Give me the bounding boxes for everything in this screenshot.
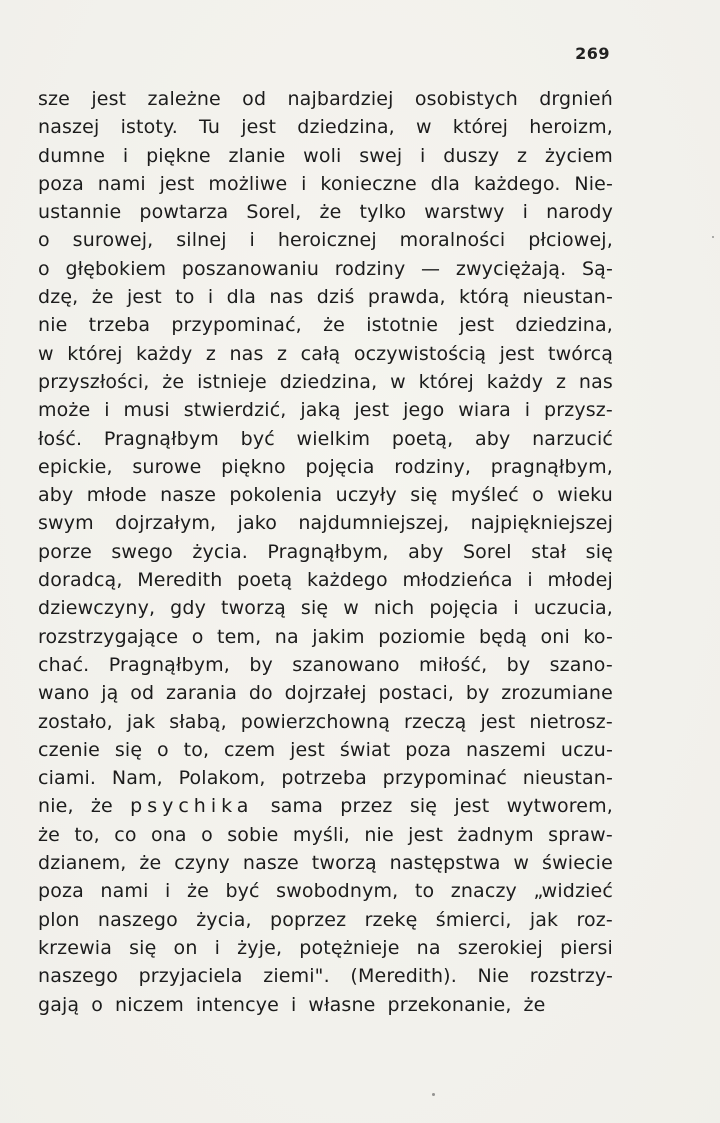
text-line: ciami. Nam, Polakom, potrzeba przypominać nieustan-	[38, 767, 613, 790]
text-line: porze swego życia. Pragnąłbym, aby Sorel stał się	[38, 540, 613, 563]
print-speck	[432, 1093, 435, 1096]
text-line: rozstrzygające o tem, na jakim poziomie będą oni ko-	[38, 625, 613, 648]
text-line: dumne i piękne zlanie woli swej i duszy z życiem	[38, 144, 613, 167]
body-text	[38, 85, 613, 1019]
text-line: dziewczyny, gdy tworzą się w nich pojęcia i uczucia,	[38, 597, 613, 620]
text-line: aby młode nasze pokolenia uczyły się myśleć o wieku	[38, 484, 613, 507]
text-line: o głębokiem poszanowaniu rodziny — zwyciężają. Są-	[38, 257, 613, 280]
text-line: nie trzeba przypominać, że istotnie jest dziedzina,	[38, 314, 613, 337]
text-line: chać. Pragnąłbym, by szanowano miłość, by szano-	[38, 653, 613, 676]
text-line: plon naszego życia, poprzez rzekę śmierci, jak roz-	[38, 908, 613, 931]
text-line: czenie się o to, czem jest świat poza naszemi uczu-	[38, 738, 613, 761]
text-line: ustannie powtarza Sorel, że tylko warstwy i narody	[38, 201, 613, 224]
text-line: poza nami i że być swobodnym, to znaczy „widzieć	[38, 880, 613, 903]
text-line: doradcą, Meredith poetą każdego młodzieńca i młodej	[38, 569, 613, 592]
text-line: poza nami jest możliwe i konieczne dla każdego. Nie-	[38, 172, 613, 195]
text-line: nie, że psychika sama przez się jest wytworem,	[38, 795, 613, 818]
text-line: że to, co ona o sobie myśli, nie jest żadnym spraw-	[38, 823, 613, 846]
text-line: wano ją od zarania do dojrzałej postaci, by zrozumiane	[38, 682, 613, 705]
page-number: 269	[575, 44, 610, 63]
text-line: swym dojrzałym, jako najdumniejszej, najpiękniejszej	[38, 512, 613, 535]
text-line: naszego przyjaciela ziemi". (Meredith). Nie rozstrzy-	[38, 965, 613, 988]
text-line: zostało, jak słabą, powierzchowną rzeczą jest nietrosz-	[38, 710, 613, 733]
text-line: sze jest zależne od najbardziej osobistych drgnień	[38, 88, 613, 110]
text-line: epickie, surowe piękno pojęcia rodziny, pragnąłbym,	[38, 455, 613, 478]
text-line: może i musi stwierdzić, jaką jest jego wiara i przysz-	[38, 399, 613, 422]
text-line: gają o niczem intencye i własne przekonanie, że	[38, 993, 546, 1016]
text-line: przyszłości, że istnieje dziedzina, w której każdy z nas	[38, 370, 613, 393]
text-line: łość. Pragnąłbym być wielkim poetą, aby narzucić	[38, 427, 613, 450]
print-speck	[712, 236, 714, 238]
text-line: dzę, że jest to i dla nas dziś prawda, którą nieustan-	[38, 286, 613, 309]
text-line: dzianem, że czyny nasze tworzą następstwa w świecie	[38, 852, 613, 875]
text-line: naszej istoty. Tu jest dziedzina, w której heroizm,	[38, 116, 613, 139]
text-line: w której każdy z nas z całą oczywistością jest twórcą	[38, 342, 613, 365]
text-line: o surowej, silnej i heroicznej moralności płciowej,	[38, 229, 613, 252]
text-line: krzewia się on i żyje, potężnieje na szerokiej piersi	[38, 936, 613, 959]
